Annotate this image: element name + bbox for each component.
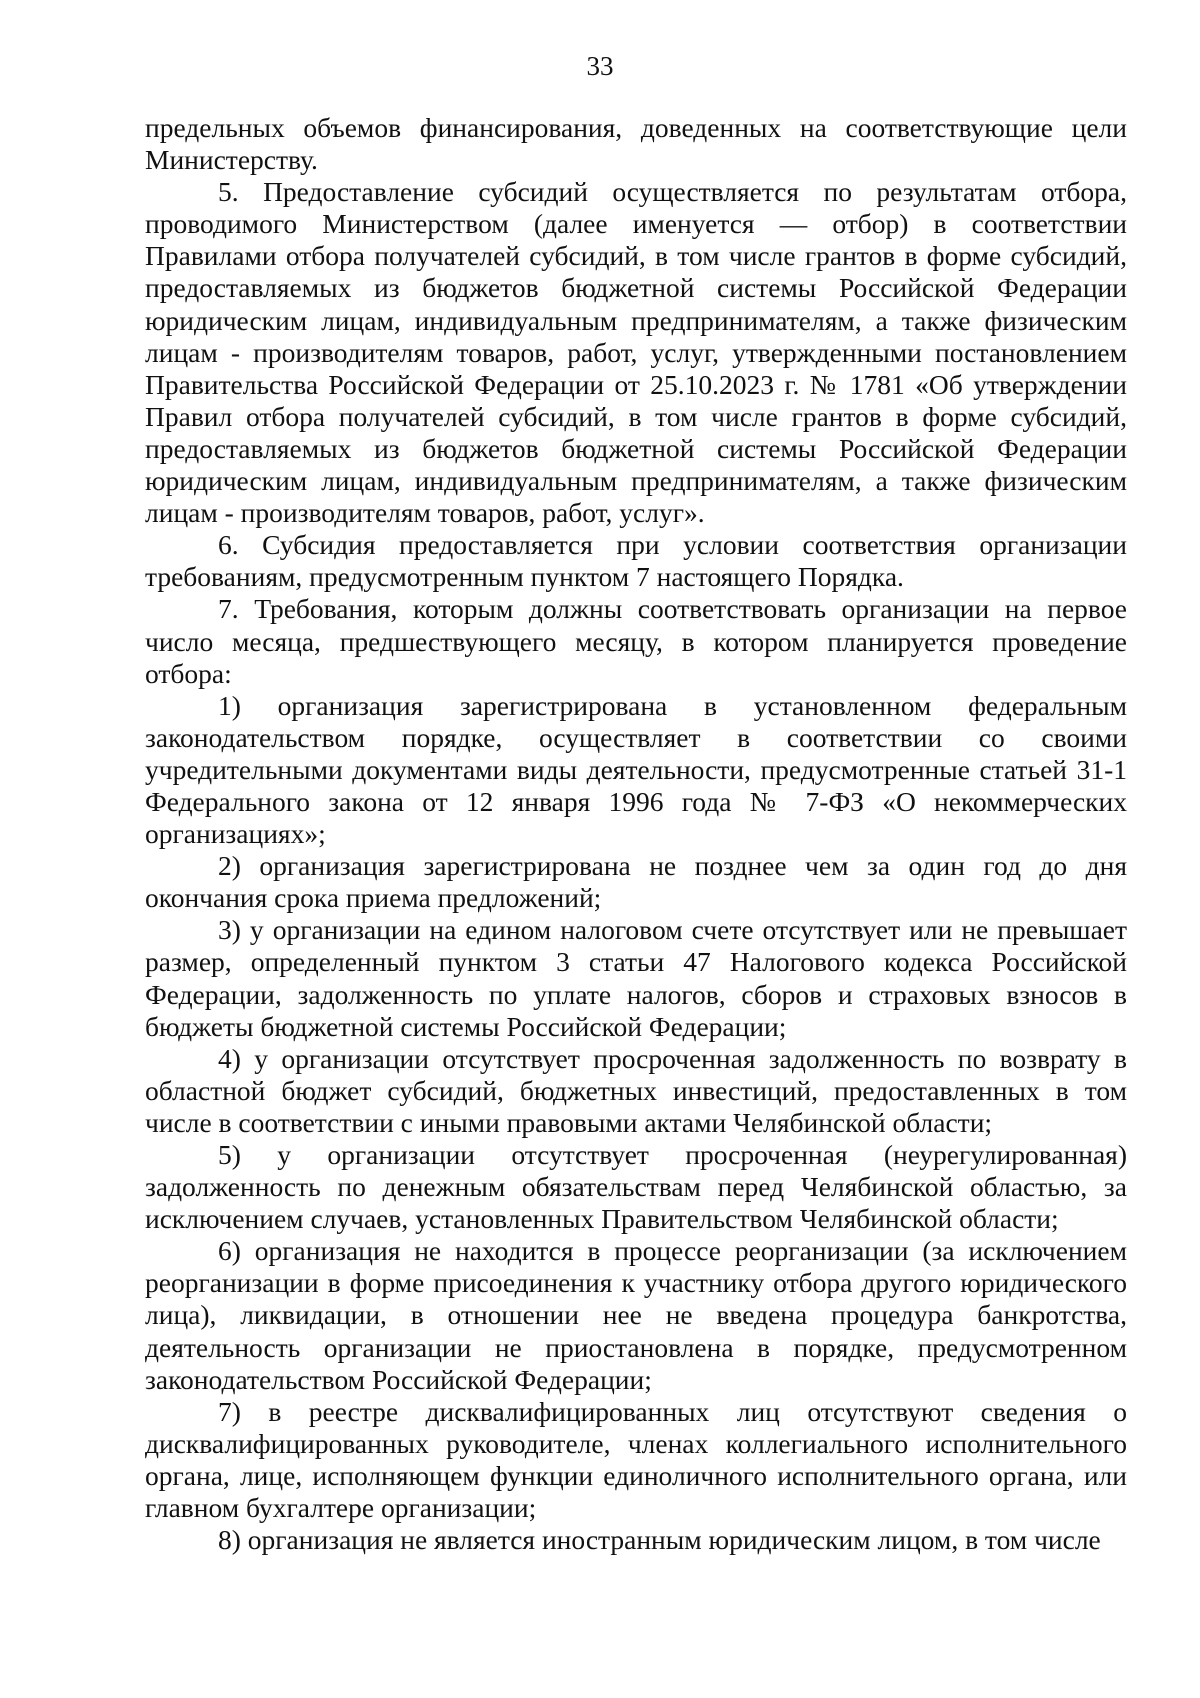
paragraph: предельных объемов финансирования, доведенных на соответствующие цели Министерству. (145, 112, 1127, 176)
document-body (145, 112, 1127, 1556)
paragraph: 3) у организации на едином налоговом счете отсутствует или не превышает размер, определенный пунктом 3 статьи 47 Налогового кодекса Российской Федерации, задолженность по уплате налогов, сборов и страховых взносов в бюджеты бюджетной системы Российской Федерации; (145, 914, 1127, 1042)
paragraph: 5. Предоставление субсидий осуществляется по результатам отбора, проводимого Министерством (далее именуется — отбор) в соответствии Правилами отбора получателей субсидий, в том числе грантов в форме субсидий, предоставляемых из бюджетов бюджетной системы Российской Федерации юридическим лицам, индивидуальным предпринимателям, а также физическим лицам - производителям товаров, работ, услуг, утвержденными постановлением Правительства Российской Федерации от 25.10.2023 г. № 1781 «Об утверждении Правил отбора получателей субсидий, в том числе грантов в форме субсидий, предоставляемых из бюджетов бюджетной системы Российской Федерации юридическим лицам, индивидуальным предпринимателям, а также физическим лицам - производителям товаров, работ, услуг». (145, 176, 1127, 529)
paragraph: 2) организация зарегистрирована не позднее чем за один год до дня окончания срока приема предложений; (145, 850, 1127, 914)
paragraph: 6. Субсидия предоставляется при условии соответствия организации требованиям, предусмотренным пунктом 7 настоящего Порядка. (145, 529, 1127, 593)
paragraph: 6) организация не находится в процессе реорганизации (за исключением реорганизации в форме присоединения к участнику отбора другого юридического лица), ликвидации, в отношении нее не введена процедура банкротства, деятельность организации не приостановлена в порядке, предусмотренном законодательством Российской Федерации; (145, 1235, 1127, 1395)
paragraph: 4) у организации отсутствует просроченная задолженность по возврату в областной бюджет субсидий, бюджетных инвестиций, предоставленных в том числе в соответствии с иными правовыми актами Челябинской области; (145, 1042, 1127, 1138)
paragraph: 8) организация не является иностранным юридическим лицом, в том числе (218, 1524, 1101, 1556)
paragraph: 5) у организации отсутствует просроченная (неурегулированная) задолженность по денежным обязательствам перед Челябинской областью, за исключением случаев, установленных Правительством Челябинской области; (145, 1139, 1127, 1235)
paragraph: 1) организация зарегистрирована в установленном федеральным законодательством порядке, осуществляет в соответствии со своими учредительными документами виды деятельности, предусмотренные статьей 31-1 Федерального закона от 12 января 1996 года № 7-ФЗ «О некоммерческих организациях»; (145, 689, 1127, 850)
paragraph: 7) в реестре дисквалифицированных лиц отсутствуют сведения о дисквалифицированных руководителе, членах коллегиального исполнительного органа, лице, исполняющем функции единоличного исполнительного органа, или главном бухгалтере организации; (145, 1395, 1127, 1524)
page-number: 33 (586, 51, 614, 81)
paragraph: 7. Требования, которым должны соответствовать организации на первое число месяца, предшествующего месяцу, в котором планируется проведение отбора: (145, 593, 1127, 689)
